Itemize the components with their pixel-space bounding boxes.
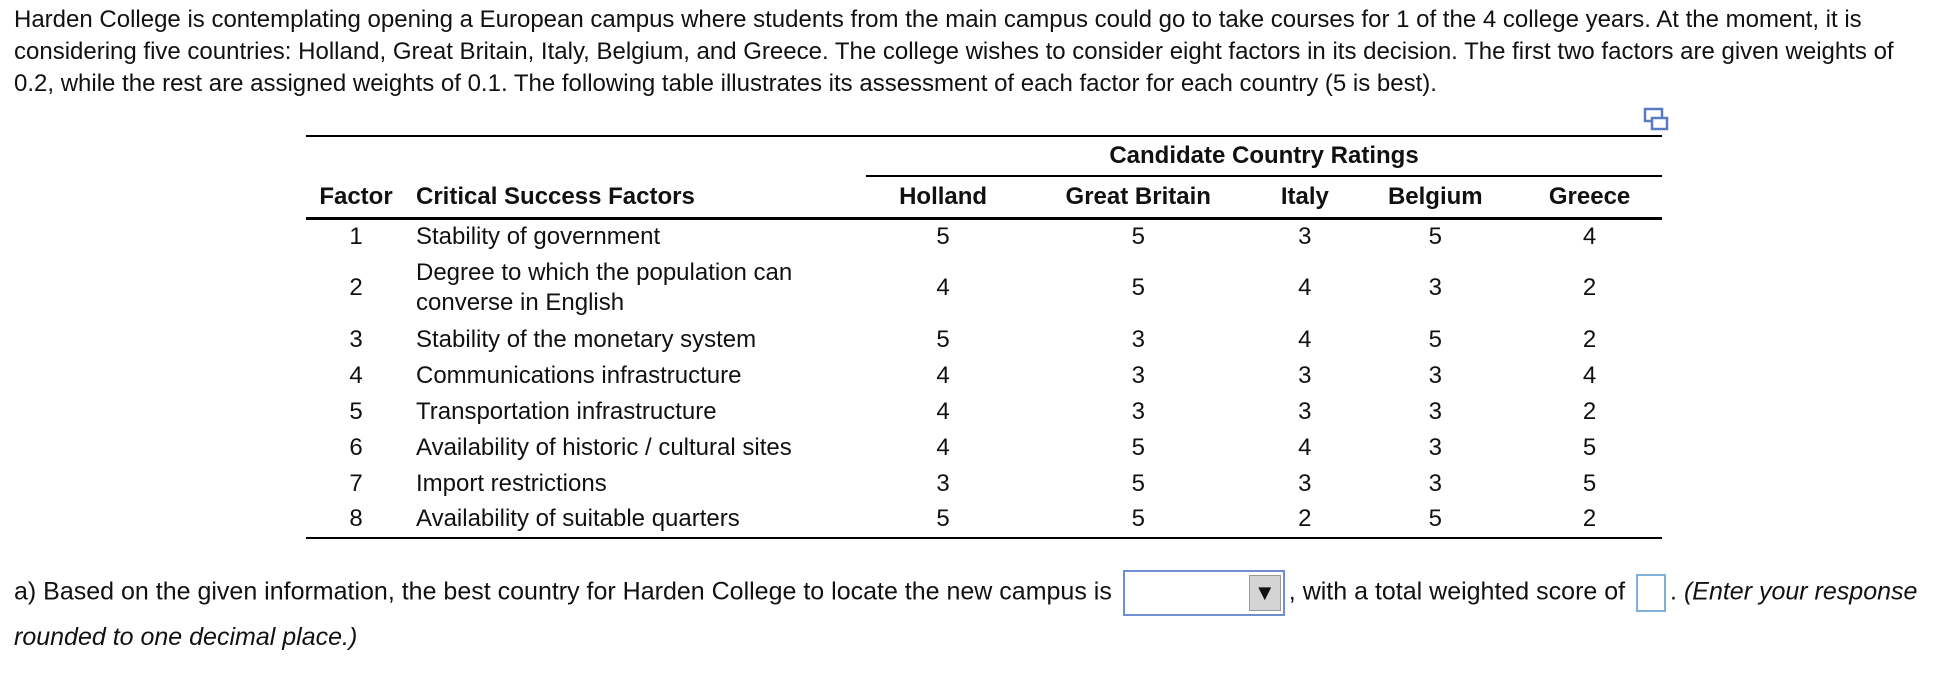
rating-great-britain: 5 <box>1131 274 1145 301</box>
rating-holland: 4 <box>936 274 950 301</box>
rating-italy: 4 <box>1298 274 1312 301</box>
rating-greece: 2 <box>1582 274 1597 301</box>
rating-belgium: 3 <box>1428 274 1442 301</box>
rating-italy: 3 <box>1298 397 1312 425</box>
factor-name: Import restrictions <box>416 469 607 497</box>
column-header-great-britain: Great Britain <box>1020 176 1256 219</box>
factor-number: 2 <box>349 274 363 301</box>
weighted-score-input[interactable] <box>1636 574 1666 612</box>
rating-greece: 4 <box>1582 223 1597 251</box>
factor-name: Availability of suitable quarters <box>416 505 740 532</box>
table-row <box>306 219 1662 255</box>
dropdown-arrow-icon[interactable]: ▼ <box>1249 575 1281 611</box>
table-row <box>306 255 1662 322</box>
rating-holland: 4 <box>936 361 950 389</box>
column-header-row <box>306 176 1662 219</box>
rating-belgium: 5 <box>1428 223 1442 251</box>
question-text: a) Based on the given information, the best country for Harden College to locate the new campus is <box>14 577 1112 606</box>
rating-greece: 4 <box>1582 361 1597 389</box>
table-row <box>306 358 1662 394</box>
question-period: . <box>1670 577 1677 606</box>
ratings-table <box>306 135 1662 539</box>
column-header-greece: Greece <box>1517 176 1662 219</box>
column-header-csf: Critical Success Factors <box>406 176 866 219</box>
factor-name: Degree to which the population can converse in English <box>416 259 793 316</box>
rating-great-britain: 5 <box>1131 223 1145 251</box>
table-row <box>306 502 1662 538</box>
rating-holland: 5 <box>936 325 950 353</box>
factor-name: Availability of historic / cultural sites <box>416 433 792 461</box>
factor-number: 1 <box>349 223 363 251</box>
rating-italy: 4 <box>1298 325 1312 353</box>
rating-greece: 2 <box>1582 397 1597 425</box>
factor-name: Communications infrastructure <box>416 361 742 389</box>
problem-statement: Harden College is contemplating opening a European campus where students from the main campus could go to take courses for 1 of the 4 college years. At the moment, it is considering five countries: Holland, Great Britain, Italy, Belgium, and Greece. The college wishes to consider eight factors in its decision. The first two factors are given weights of 0.2, while the rest are assigned weights of 0.1. The following table illustrates its assessment of each factor for each country (5 is best). <box>14 6 1894 97</box>
rating-italy: 2 <box>1298 505 1312 532</box>
rating-italy: 4 <box>1298 433 1312 461</box>
rating-belgium: 3 <box>1428 469 1442 497</box>
rating-great-britain: 5 <box>1131 433 1145 461</box>
rating-belgium: 3 <box>1428 361 1442 389</box>
rating-holland: 4 <box>936 433 950 461</box>
rating-great-britain: 3 <box>1131 397 1145 425</box>
factor-name: Stability of government <box>416 223 661 251</box>
rating-italy: 3 <box>1298 469 1312 497</box>
factor-name: Stability of the monetary system <box>416 325 757 353</box>
rating-belgium: 5 <box>1428 325 1442 353</box>
rating-belgium: 5 <box>1428 505 1442 532</box>
question-part-a <box>14 570 1934 658</box>
rating-italy: 3 <box>1298 223 1312 251</box>
group-header: Candidate Country Ratings <box>866 136 1662 176</box>
rating-holland: 5 <box>936 505 950 532</box>
factor-number: 3 <box>349 325 363 353</box>
column-header-factor: Factor <box>306 176 406 219</box>
rating-greece: 5 <box>1582 433 1597 461</box>
question-text-continued: , with a total weighted score of <box>1288 577 1626 606</box>
factor-number: 7 <box>349 469 363 497</box>
table-row <box>306 322 1662 358</box>
column-header-italy: Italy <box>1256 176 1353 219</box>
column-header-belgium: Belgium <box>1353 176 1517 219</box>
rating-greece: 2 <box>1582 505 1597 532</box>
rating-great-britain: 3 <box>1131 325 1145 353</box>
rating-holland: 4 <box>936 397 950 425</box>
rating-greece: 2 <box>1582 325 1597 353</box>
rating-italy: 3 <box>1298 361 1312 389</box>
group-header-row <box>306 136 1662 176</box>
rounding-hint: (Enter your response rounded to one decimal place.) <box>14 577 1918 651</box>
table-row <box>306 394 1662 430</box>
factor-number: 6 <box>349 433 363 461</box>
country-select[interactable] <box>1123 570 1285 616</box>
factor-number: 8 <box>349 505 363 532</box>
factor-name: Transportation infrastructure <box>416 397 717 425</box>
copy-table-icon[interactable] <box>1643 107 1669 131</box>
column-header-holland: Holland <box>866 176 1020 219</box>
rating-great-britain: 5 <box>1131 505 1145 532</box>
table-row <box>306 430 1662 466</box>
rating-great-britain: 3 <box>1131 361 1145 389</box>
rating-greece: 5 <box>1582 469 1597 497</box>
factor-number: 5 <box>349 397 363 425</box>
rating-holland: 5 <box>936 223 950 251</box>
factor-number: 4 <box>349 361 363 389</box>
table-row <box>306 466 1662 502</box>
rating-belgium: 3 <box>1428 433 1442 461</box>
rating-belgium: 3 <box>1428 397 1442 425</box>
rating-great-britain: 5 <box>1131 469 1145 497</box>
rating-holland: 3 <box>936 469 950 497</box>
